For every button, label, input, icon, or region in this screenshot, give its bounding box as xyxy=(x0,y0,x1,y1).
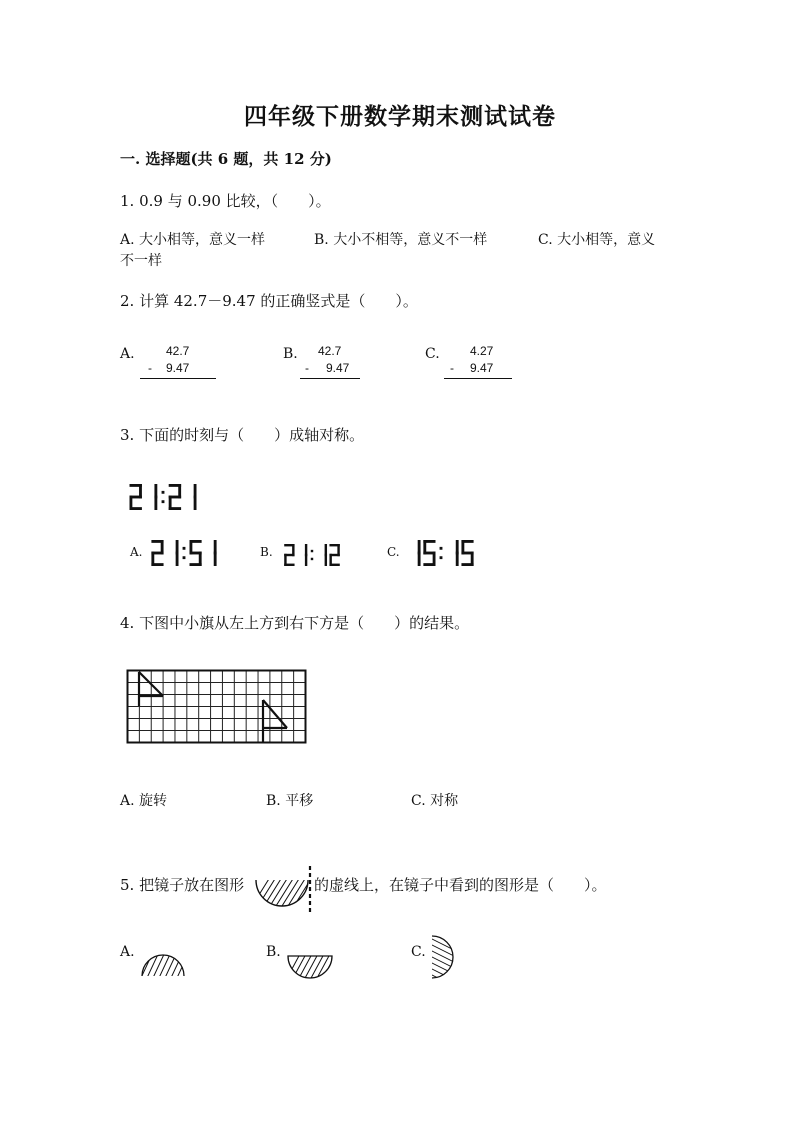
q2-b-top-number: 42.7 xyxy=(318,344,342,358)
q2-a-top-number: 42.7 xyxy=(166,344,190,358)
q2-option-b-label: B. xyxy=(283,346,298,362)
q4-option-b: B. 平移 xyxy=(266,793,314,809)
q2-option-c-vertical-calc xyxy=(444,344,512,384)
q5-option-a-figure xyxy=(140,950,186,978)
q2-option-a-label: A. xyxy=(120,346,135,362)
question-5-start: 5. 把镜子放在图形 xyxy=(120,876,245,894)
q2-option-a-vertical-calc xyxy=(140,344,216,384)
question-4: 4. 下图中小旗从左上方到右下方是（ ）的结果。 xyxy=(120,614,470,632)
q4-grid-figure xyxy=(127,670,307,744)
q5-hatched-half-circle-figure xyxy=(252,866,322,916)
q1-option-c-continued: 不一样 xyxy=(120,253,162,269)
q5-option-c-figure xyxy=(430,934,458,980)
q2-c-top-number: 4.27 xyxy=(470,344,494,358)
grid-lines xyxy=(128,671,306,743)
q2-b-bottom-number: 9.47 xyxy=(326,361,350,375)
page-title: 四年级下册数学期末测试试卷 xyxy=(244,103,556,130)
q2-option-c-label: C. xyxy=(425,346,440,362)
q3-option-b-clock xyxy=(283,544,341,566)
q3-option-c-clock xyxy=(407,540,475,566)
section-heading: 一. 选择题(共 6 题，共 12 分) xyxy=(120,150,332,168)
q4-option-c: C. 对称 xyxy=(411,793,459,809)
q1-option-b: B. 大小不相等，意义不一样 xyxy=(314,232,488,248)
q3-clock-display xyxy=(128,484,198,510)
q2-c-calc-line xyxy=(444,378,512,379)
q1-option-a: A. 大小相等，意义一样 xyxy=(120,232,266,248)
q3-option-a-clock xyxy=(150,540,218,566)
question-1: 1. 0.9 与 0.90 比较，（ ）。 xyxy=(120,192,331,210)
q2-a-bottom-number: 9.47 xyxy=(166,361,190,375)
q5-option-b-label: B. xyxy=(266,944,281,960)
q2-b-calc-line xyxy=(300,378,360,379)
question-3: 3. 下面的时刻与（ ）成轴对称。 xyxy=(120,426,365,444)
q2-a-minus-sign: - xyxy=(148,361,152,375)
q2-b-minus-sign: - xyxy=(305,361,309,375)
question-5-end: 的虚线上，在镜子中看到的图形是（ ）。 xyxy=(314,876,607,894)
q2-c-minus-sign: - xyxy=(450,361,454,375)
q3-option-b-label: B. xyxy=(260,545,273,559)
q4-option-a: A. 旋转 xyxy=(120,793,168,809)
q5-option-c-label: C. xyxy=(411,944,426,960)
q5-option-a-label: A. xyxy=(120,944,135,960)
q2-option-b-vertical-calc xyxy=(300,344,360,384)
q3-option-c-label: C. xyxy=(387,545,400,559)
q3-option-a-label: A. xyxy=(130,545,143,559)
q5-option-b-figure xyxy=(286,954,334,980)
q2-c-bottom-number: 9.47 xyxy=(470,361,494,375)
q2-a-calc-line xyxy=(140,378,216,379)
question-2: 2. 计算 42.7－9.47 的正确竖式是（ ）。 xyxy=(120,292,418,310)
q1-option-c: C. 大小相等，意义 xyxy=(538,232,656,248)
